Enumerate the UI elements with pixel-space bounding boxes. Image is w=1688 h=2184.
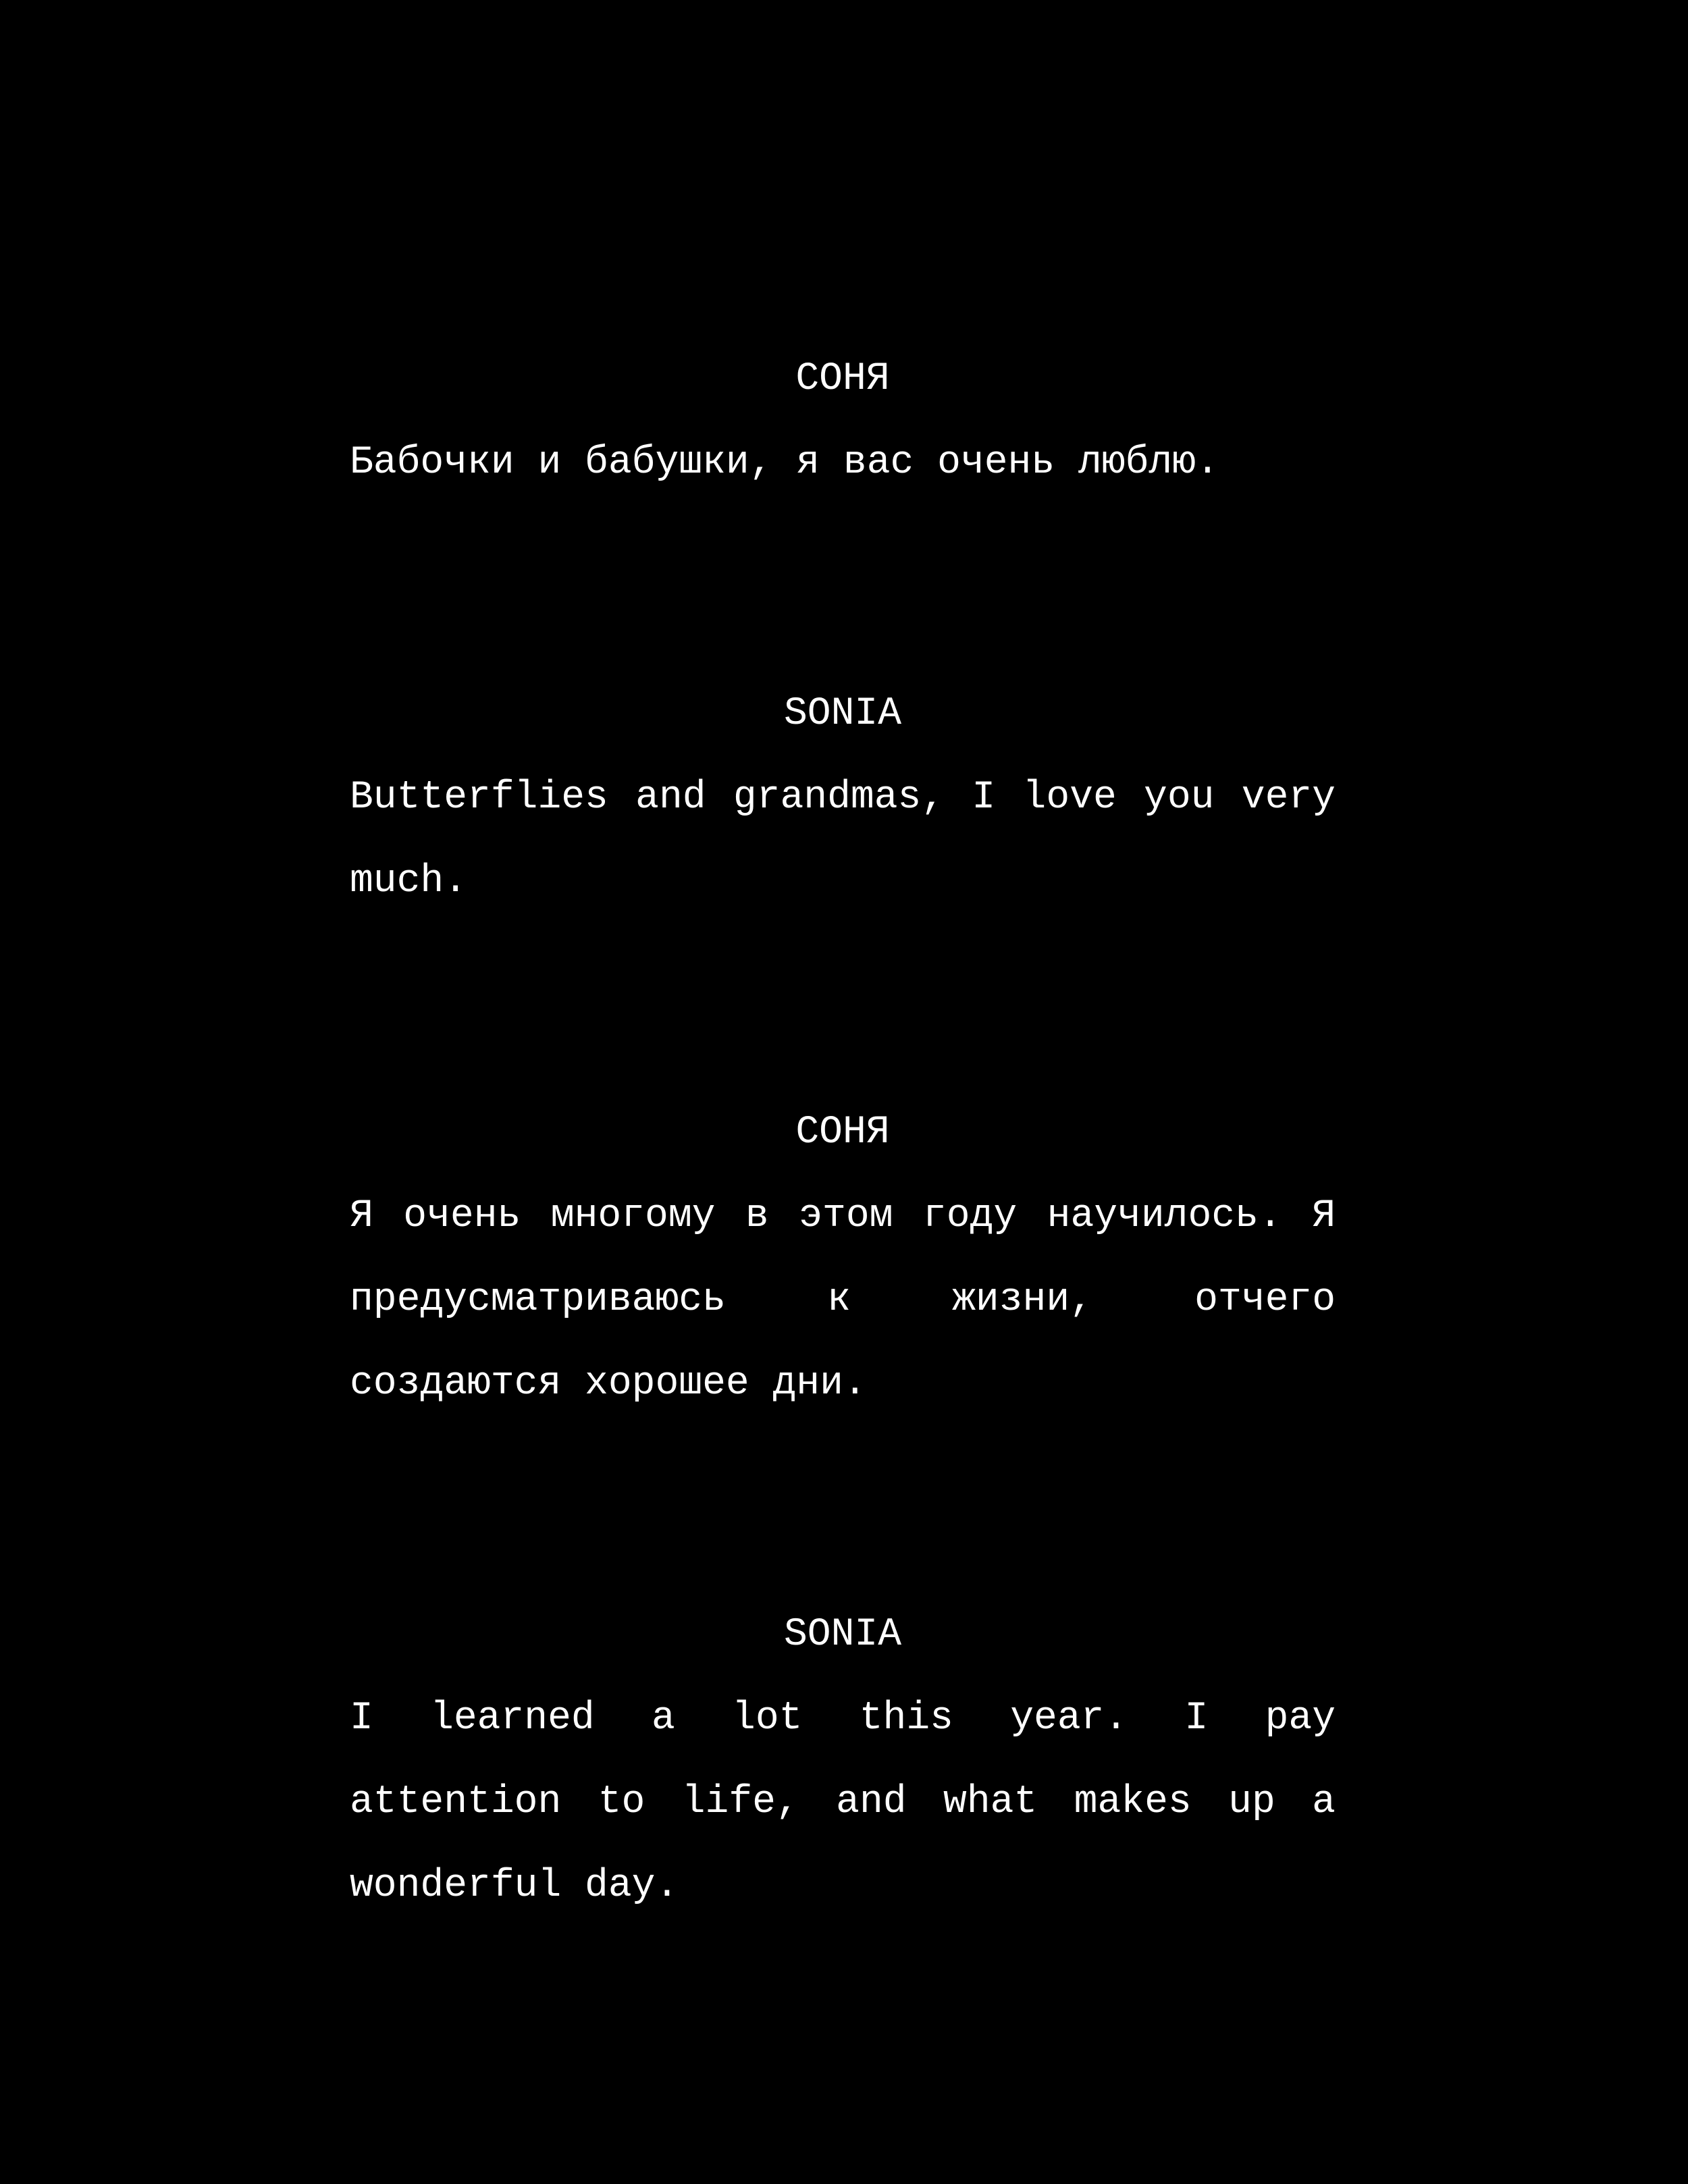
dialogue-block [350, 672, 1336, 924]
dialogue-text: Butterflies and grandmas, I love you very much. [350, 776, 1336, 903]
dialogue-text: Я очень многому в этом году научилось. Я предусматриваюсь к жизни, отчего создаются хорошее дни. [350, 1194, 1336, 1406]
dialogue-block [350, 338, 1336, 505]
speaker-name: СОНЯ [795, 357, 890, 401]
speaker-name: SONIA [783, 1613, 902, 1657]
script-page [350, 338, 1336, 2096]
dialogue-text: Бабочки и бабушки, я вас очень люблю. [350, 441, 1219, 485]
dialogue-block [350, 1091, 1336, 1426]
speaker-name: СОНЯ [795, 1111, 890, 1154]
speaker-name: SONIA [783, 692, 902, 736]
dialogue-block [350, 1593, 1336, 1928]
dialogue-text: I learned a lot this year. I pay attention to life, and what makes up a wonderful day. [350, 1697, 1336, 1908]
